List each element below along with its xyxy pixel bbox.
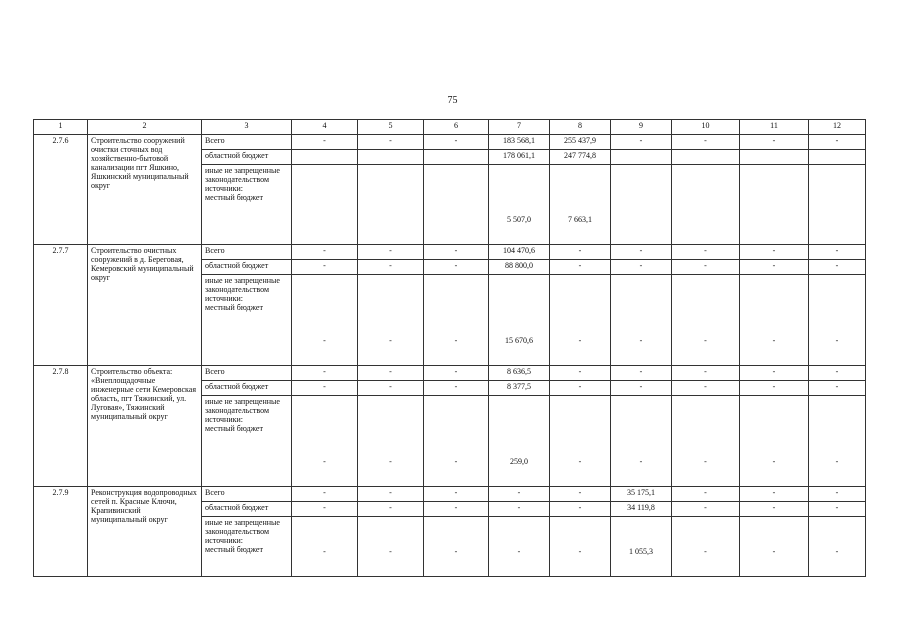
cell-total: - [550, 366, 611, 381]
cell-total: - [611, 245, 672, 260]
cell-total: - [672, 135, 740, 150]
cell-total: - [809, 487, 866, 502]
column-header-3: 3 [202, 120, 292, 135]
table-row [34, 245, 866, 260]
row-id: 2.7.8 [34, 366, 88, 487]
cell-local: 7 663,1 [550, 165, 611, 245]
cell-local: - [550, 396, 611, 487]
program-table [33, 119, 866, 577]
cell-total: - [672, 487, 740, 502]
cell-total: - [358, 487, 424, 502]
source-total: Всего [202, 135, 292, 150]
cell-total: - [550, 487, 611, 502]
cell-total: - [358, 135, 424, 150]
cell-total: 35 175,1 [611, 487, 672, 502]
cell-regional [740, 150, 809, 165]
cell-local: - [489, 517, 550, 577]
cell-local: 259,0 [489, 396, 550, 487]
cell-total: - [740, 135, 809, 150]
cell-regional: - [672, 381, 740, 396]
cell-local [358, 165, 424, 245]
cell-regional: 34 119,8 [611, 502, 672, 517]
cell-local: - [740, 275, 809, 366]
source-other-local [202, 165, 292, 245]
cell-regional: - [611, 260, 672, 275]
column-header-7: 7 [489, 120, 550, 135]
cell-total: - [740, 366, 809, 381]
cell-total: 255 437,9 [550, 135, 611, 150]
cell-regional: - [292, 260, 358, 275]
cell-total: - [809, 366, 866, 381]
column-header-12: 12 [809, 120, 866, 135]
cell-regional: - [358, 381, 424, 396]
cell-regional [292, 150, 358, 165]
cell-total: - [672, 366, 740, 381]
cell-regional: - [550, 502, 611, 517]
table-header-row [34, 120, 866, 135]
cell-regional: - [424, 502, 489, 517]
cell-regional [809, 150, 866, 165]
cell-total: 183 568,1 [489, 135, 550, 150]
cell-regional: - [809, 260, 866, 275]
cell-regional: - [809, 381, 866, 396]
source-other: иные не запрещенные законодательством источники: [205, 166, 280, 193]
cell-regional: - [292, 381, 358, 396]
cell-regional: - [611, 381, 672, 396]
cell-regional: - [740, 260, 809, 275]
cell-regional [672, 150, 740, 165]
cell-local [672, 165, 740, 245]
table-row [34, 487, 866, 502]
source-local: местный бюджет [205, 303, 263, 312]
cell-local: - [740, 396, 809, 487]
column-header-6: 6 [424, 120, 489, 135]
cell-regional: - [358, 502, 424, 517]
cell-local: - [740, 517, 809, 577]
cell-local: - [550, 517, 611, 577]
cell-regional: - [292, 502, 358, 517]
column-header-5: 5 [358, 120, 424, 135]
cell-local: - [809, 275, 866, 366]
row-id: 2.7.6 [34, 135, 88, 245]
cell-local: - [358, 396, 424, 487]
source-regional: областной бюджет [202, 502, 292, 517]
cell-regional [611, 150, 672, 165]
column-header-8: 8 [550, 120, 611, 135]
cell-local: - [292, 396, 358, 487]
source-local: местный бюджет [205, 545, 263, 554]
cell-total: - [740, 245, 809, 260]
row-id: 2.7.9 [34, 487, 88, 577]
cell-local [740, 165, 809, 245]
cell-total: - [424, 487, 489, 502]
cell-local: - [424, 275, 489, 366]
cell-local: - [292, 517, 358, 577]
cell-total: - [672, 245, 740, 260]
cell-regional: 8 377,5 [489, 381, 550, 396]
cell-total: - [489, 487, 550, 502]
cell-total: - [550, 245, 611, 260]
source-other: иные не запрещенные законодательством источники: [205, 397, 280, 424]
cell-local: - [672, 517, 740, 577]
cell-regional: - [550, 260, 611, 275]
cell-regional: 178 061,1 [489, 150, 550, 165]
cell-local: - [424, 396, 489, 487]
source-local: местный бюджет [205, 193, 263, 202]
cell-total: - [611, 135, 672, 150]
cell-local: 5 507,0 [489, 165, 550, 245]
row-name: Строительство объекта: «Внеплощадочные инженерные сети Кемеровская область, пгт Тяжинский, ул. Луговая», Тяжинский муниципальный округ [88, 366, 202, 487]
source-other-local [202, 517, 292, 577]
cell-local: - [809, 517, 866, 577]
cell-local [809, 165, 866, 245]
cell-local: - [611, 396, 672, 487]
source-other-local [202, 275, 292, 366]
cell-total: - [809, 135, 866, 150]
cell-total: - [424, 366, 489, 381]
column-header-4: 4 [292, 120, 358, 135]
column-header-2: 2 [88, 120, 202, 135]
row-name: Реконструкция водопроводных сетей п. Красные Ключи, Крапивинский муниципальный округ [88, 487, 202, 577]
cell-total: - [292, 135, 358, 150]
cell-local: 15 670,6 [489, 275, 550, 366]
cell-local: - [611, 275, 672, 366]
cell-regional: - [424, 381, 489, 396]
cell-total: - [424, 135, 489, 150]
source-total: Всего [202, 487, 292, 502]
cell-regional [358, 150, 424, 165]
cell-local: - [672, 275, 740, 366]
cell-total: - [611, 366, 672, 381]
row-id: 2.7.7 [34, 245, 88, 366]
column-header-1: 1 [34, 120, 88, 135]
source-total: Всего [202, 366, 292, 381]
cell-regional [424, 150, 489, 165]
source-regional: областной бюджет [202, 260, 292, 275]
cell-local: 1 055,3 [611, 517, 672, 577]
cell-total: - [358, 366, 424, 381]
column-header-11: 11 [740, 120, 809, 135]
cell-local: - [424, 517, 489, 577]
cell-local: - [292, 275, 358, 366]
cell-local [292, 165, 358, 245]
cell-regional: 247 774,8 [550, 150, 611, 165]
table-row [34, 366, 866, 381]
cell-total: - [809, 245, 866, 260]
cell-regional: 88 800,0 [489, 260, 550, 275]
cell-total: - [358, 245, 424, 260]
cell-regional: - [424, 260, 489, 275]
cell-regional: - [672, 260, 740, 275]
source-other-local [202, 396, 292, 487]
cell-total: 104 470,6 [489, 245, 550, 260]
row-name: Строительство сооружений очистки сточных вод хозяйственно-бытовой канализации пгт Яшкино, Яшкинский муниципальный округ [88, 135, 202, 245]
cell-local: - [550, 275, 611, 366]
cell-local: - [672, 396, 740, 487]
cell-regional: - [809, 502, 866, 517]
cell-regional: - [740, 381, 809, 396]
cell-regional: - [489, 502, 550, 517]
cell-total: - [292, 245, 358, 260]
cell-total: - [740, 487, 809, 502]
cell-total: 8 636,5 [489, 366, 550, 381]
cell-total: - [424, 245, 489, 260]
row-name: Строительство очистных сооружений в д. Береговая, Кемеровский муниципальный округ [88, 245, 202, 366]
source-other: иные не запрещенные законодательством источники: [205, 518, 280, 545]
cell-local [611, 165, 672, 245]
cell-regional: - [672, 502, 740, 517]
cell-total: - [292, 366, 358, 381]
source-local: местный бюджет [205, 424, 263, 433]
page-number: 75 [447, 95, 458, 106]
cell-total: - [292, 487, 358, 502]
cell-regional: - [358, 260, 424, 275]
source-total: Всего [202, 245, 292, 260]
table-row [34, 135, 866, 150]
column-header-9: 9 [611, 120, 672, 135]
cell-local: - [358, 275, 424, 366]
source-regional: областной бюджет [202, 150, 292, 165]
cell-regional: - [740, 502, 809, 517]
source-regional: областной бюджет [202, 381, 292, 396]
cell-local [424, 165, 489, 245]
source-other: иные не запрещенные законодательством источники: [205, 276, 280, 303]
cell-regional: - [550, 381, 611, 396]
column-header-10: 10 [672, 120, 740, 135]
cell-local: - [809, 396, 866, 487]
cell-local: - [358, 517, 424, 577]
